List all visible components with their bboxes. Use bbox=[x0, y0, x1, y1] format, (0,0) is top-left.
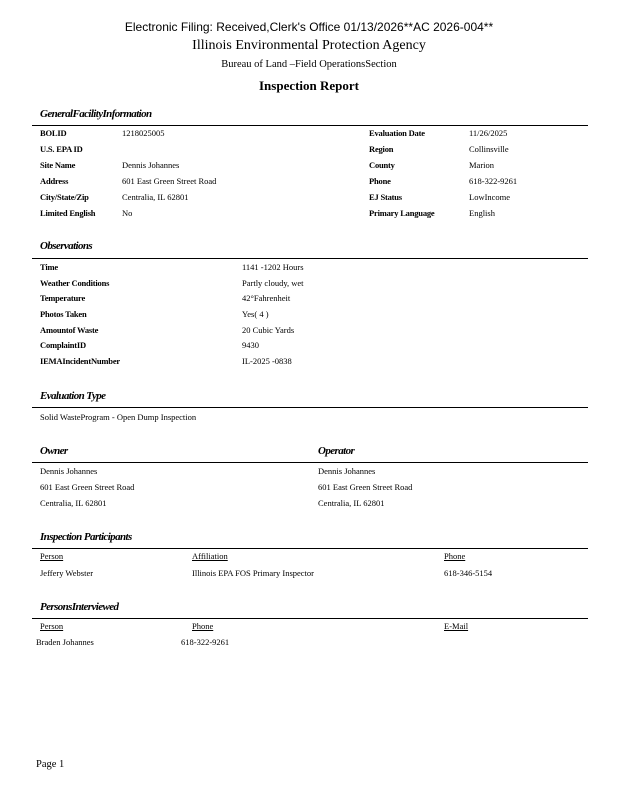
participants-phone-header: Phone bbox=[444, 551, 466, 561]
interviewed-phone-header: Phone bbox=[192, 621, 214, 631]
iema-incident-label: IEMAIncidentNumber bbox=[40, 356, 120, 366]
county-label: County bbox=[369, 160, 395, 170]
general-facility-rule bbox=[32, 125, 588, 126]
region-value: Collinsville bbox=[469, 144, 509, 154]
participants-person-header: Person bbox=[40, 551, 64, 561]
participants-affiliation-header: Affiliation bbox=[192, 551, 228, 561]
participants-rule bbox=[32, 548, 588, 549]
site-name-label: Site Name bbox=[40, 160, 76, 170]
owner-name: Dennis Johannes bbox=[40, 466, 98, 476]
limited-english-value: No bbox=[122, 208, 133, 218]
amount-of-waste-value: 20 Cubic Yards bbox=[242, 325, 295, 335]
iema-incident-value: IL-2025 -0838 bbox=[242, 356, 292, 366]
time-value: 1141 -1202 Hours bbox=[242, 262, 304, 272]
region-label: Region bbox=[369, 144, 394, 154]
report-title: Inspection Report bbox=[258, 78, 360, 93]
owner-operator-rule bbox=[32, 462, 588, 463]
complaint-id-label: ComplaintID bbox=[40, 340, 86, 350]
photos-taken-label: Photos Taken bbox=[40, 309, 87, 319]
interviewed-rule bbox=[32, 618, 588, 619]
participants-section-title: Inspection Participants bbox=[40, 531, 132, 543]
interviewed-person-header: Person bbox=[40, 621, 64, 631]
general-facility-section-title: GeneralFacilityInformation bbox=[40, 108, 152, 120]
evaluation-type-rule bbox=[32, 407, 588, 408]
participant-phone: 618-346-5154 bbox=[444, 568, 493, 578]
evaluation-date-value: 11/26/2025 bbox=[469, 128, 508, 138]
time-label: Time bbox=[40, 262, 58, 272]
evaluation-type-section-title: Evaluation Type bbox=[40, 390, 106, 402]
interviewed-section-title: PersonsInterviewed bbox=[40, 601, 119, 613]
site-name-value: Dennis Johannes bbox=[122, 160, 180, 170]
primary-language-label: Primary Language bbox=[369, 208, 435, 218]
operator-address: 601 East Green Street Road bbox=[318, 482, 413, 492]
county-value: Marion bbox=[469, 160, 495, 170]
complaint-id-value: 9430 bbox=[242, 340, 259, 350]
owner-section-title: Owner bbox=[40, 445, 68, 457]
owner-city-state-zip: Centralia, IL 62801 bbox=[40, 498, 107, 508]
limited-english-label: Limited English bbox=[40, 208, 96, 218]
ej-status-label: EJ Status bbox=[369, 192, 402, 202]
agency-name: Illinois Environmental Protection Agency bbox=[192, 38, 426, 53]
weather-value: Partly cloudy, wet bbox=[242, 278, 304, 288]
primary-language-value: English bbox=[469, 208, 495, 218]
evaluation-type-value: Solid WasteProgram - Open Dump Inspection bbox=[40, 412, 197, 422]
temperature-value: 42°Fahrenheit bbox=[242, 293, 291, 303]
observations-section-title: Observations bbox=[40, 240, 93, 252]
operator-city-state-zip: Centralia, IL 62801 bbox=[318, 498, 385, 508]
operator-name: Dennis Johannes bbox=[318, 466, 376, 476]
page-number: Page 1 bbox=[36, 759, 65, 770]
city-state-zip-value: Centralia, IL 62801 bbox=[122, 192, 189, 202]
interviewed-person: Braden Johannes bbox=[36, 637, 94, 647]
city-state-zip-label: City/State/Zip bbox=[40, 192, 89, 202]
amount-of-waste-label: Amountof Waste bbox=[40, 325, 99, 335]
temperature-label: Temperature bbox=[40, 293, 86, 303]
operator-section-title: Operator bbox=[318, 445, 355, 457]
photos-taken-value: Yes( 4 ) bbox=[242, 309, 269, 319]
phone-value: 618-322-9261 bbox=[469, 176, 518, 186]
bolid-value: 1218025005 bbox=[122, 128, 165, 138]
weather-label: Weather Conditions bbox=[40, 278, 110, 288]
participant-person: Jeffery Webster bbox=[40, 568, 94, 578]
owner-address: 601 East Green Street Road bbox=[40, 482, 135, 492]
address-label: Address bbox=[40, 176, 69, 186]
interviewed-phone: 618-322-9261 bbox=[181, 637, 230, 647]
epa-id-label: U.S. EPA ID bbox=[40, 144, 83, 154]
filing-stamp-line: Electronic Filing: Received,Clerk's Office 01/13/2026**AC 2026-004** bbox=[124, 20, 494, 34]
address-value: 601 East Green Street Road bbox=[122, 176, 217, 186]
evaluation-date-label: Evaluation Date bbox=[369, 128, 425, 138]
ej-status-value: LowIncome bbox=[469, 192, 511, 202]
participant-affiliation: Illinois EPA FOS Primary Inspector bbox=[192, 568, 314, 578]
bureau-name: Bureau of Land –Field OperationsSection bbox=[221, 59, 397, 70]
interviewed-email-header: E-Mail bbox=[444, 621, 469, 631]
bolid-label: BOLID bbox=[40, 128, 67, 138]
phone-label: Phone bbox=[369, 176, 391, 186]
observations-rule bbox=[32, 258, 588, 259]
